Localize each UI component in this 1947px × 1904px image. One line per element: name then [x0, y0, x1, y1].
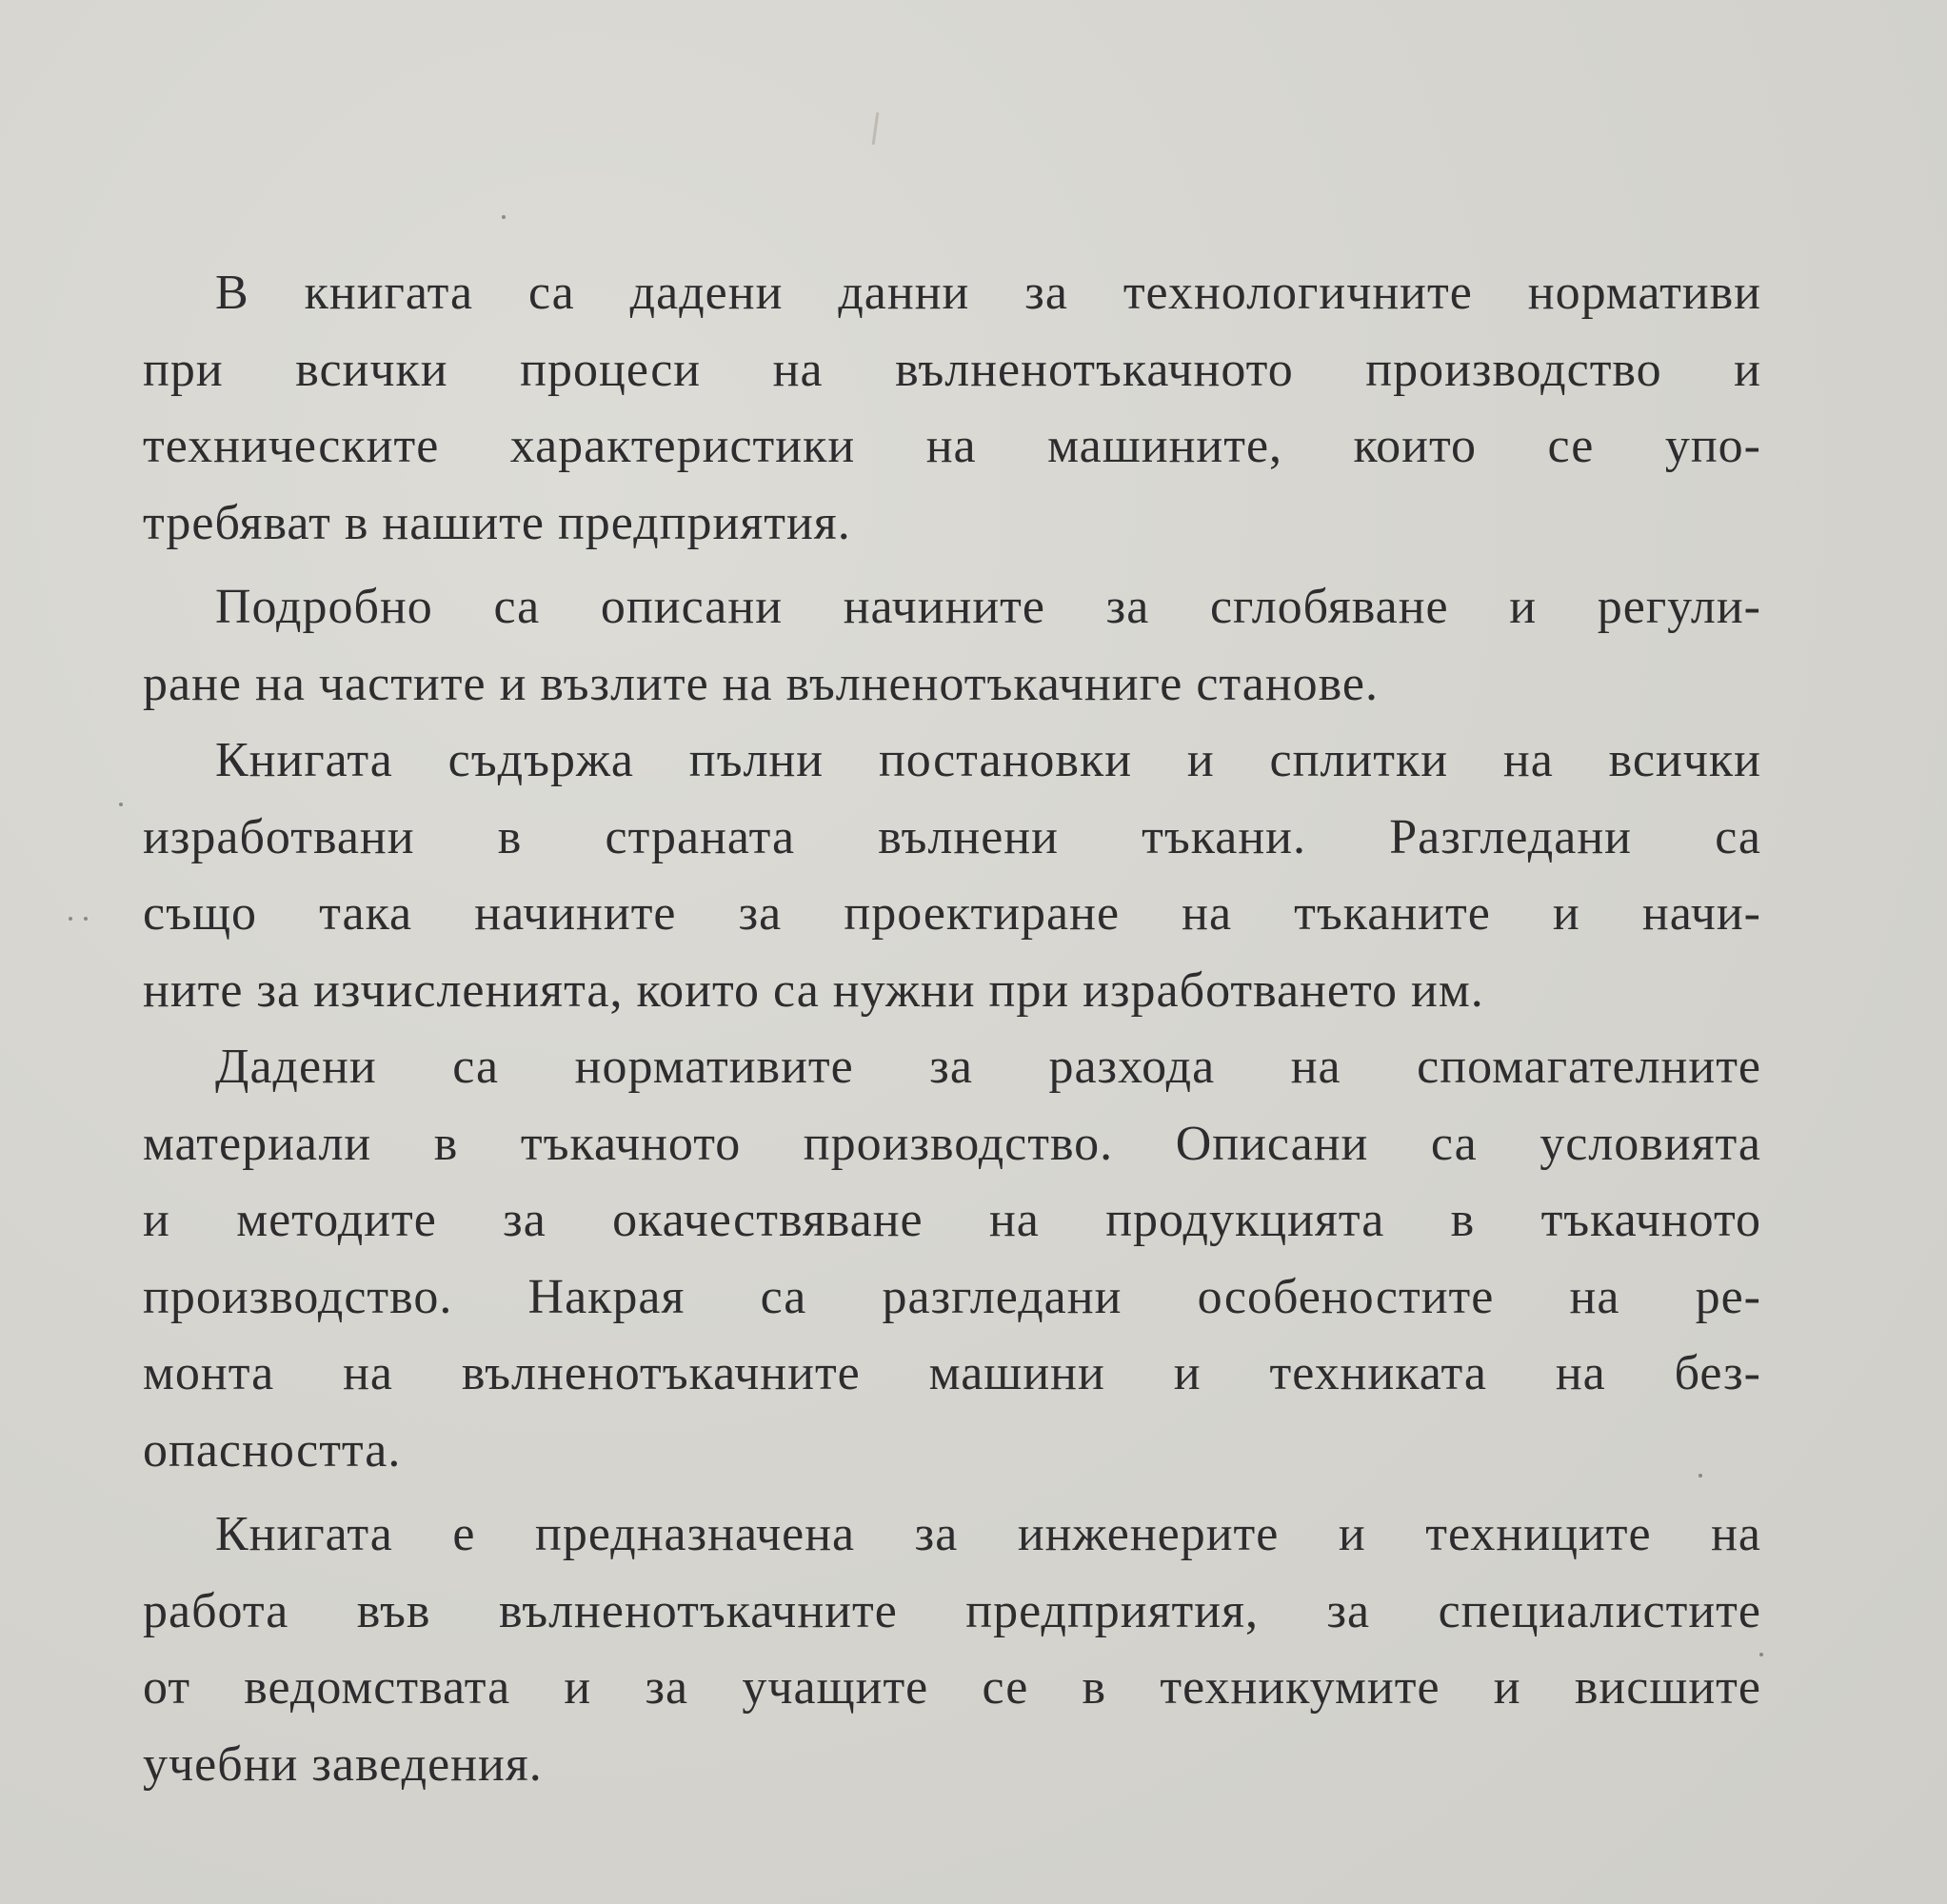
paper-speck	[84, 917, 88, 921]
paragraph	[143, 723, 1761, 1029]
text-line: работа във вълненотъкачните предприятия, за специалистите	[143, 1583, 1761, 1638]
paper-speck	[119, 803, 123, 806]
paper-crease	[872, 112, 880, 145]
paper-speck	[502, 215, 506, 219]
text-line: В книгата са дадени данни за технологичните нормативи	[215, 266, 1761, 320]
paper-speck	[69, 917, 72, 921]
paragraph	[143, 1497, 1761, 1803]
text-line: материали в тъкачното производство. Описани са условията	[143, 1116, 1761, 1171]
paragraph	[143, 1029, 1761, 1489]
text-line: производство. Накрая са разгледани особеностите на ре-	[143, 1269, 1761, 1324]
text-line: учебни заведения.	[143, 1736, 543, 1792]
text-line: ните за изчисленията, които са нужни при изработването им.	[143, 962, 1484, 1018]
text-line: Подробно са описани начините за сглобяване и регули-	[215, 580, 1761, 634]
text-line: Книгата съдържа пълни постановки и сплитки на всички	[215, 733, 1761, 787]
text-line: техническите характеристики на машините, които се упо-	[143, 419, 1761, 473]
text-line: изработвани в страната вълнени тъкани. Разгледани са	[143, 809, 1761, 864]
text-line: Книгата е предназначена за инженерите и техниците на	[215, 1507, 1761, 1561]
text-line: Дадени са нормативите за разхода на спомагателните	[215, 1040, 1761, 1094]
text-line: монта на вълненотъкачните машини и техниката на без-	[143, 1346, 1761, 1400]
body-text	[143, 255, 1761, 1803]
paragraph	[143, 569, 1761, 723]
text-line: от ведомствата и за учащите се в техникумите и висшите	[143, 1660, 1761, 1715]
text-line: при всички процеси на вълненотъкачното производство и	[143, 342, 1761, 397]
text-line: и методите за окачествяване на продукцията в тъкачното	[143, 1193, 1761, 1247]
text-line: също така начините за проектиране на тъканите и начи-	[143, 886, 1761, 941]
text-line: опасността.	[143, 1422, 402, 1478]
text-line: ране на частите и възлите на вълненотъкачниге станове.	[143, 656, 1380, 711]
paragraph	[143, 255, 1761, 562]
text-line: требяват в нашите предприятия.	[143, 495, 851, 550]
